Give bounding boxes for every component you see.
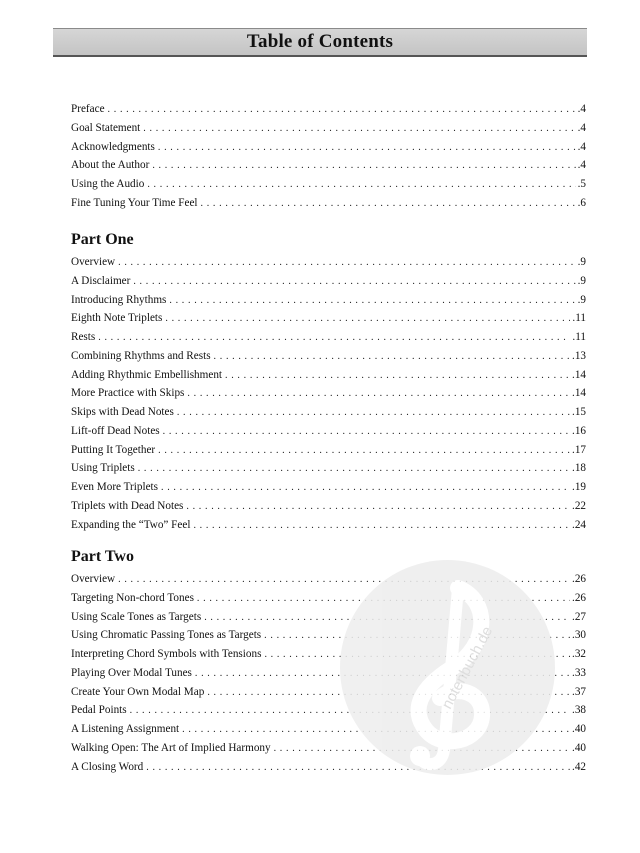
dot-leader [186,498,570,516]
toc-entry[interactable] [71,291,586,310]
dot-leader [201,195,576,213]
toc-entry-title: Triplets with Dead Notes [71,499,184,512]
page-title: Table of Contents [246,31,394,52]
toc-entry-page: .9 [577,293,586,306]
toc-entry-page: .24 [572,518,586,531]
dot-leader [158,442,570,460]
toc-entry[interactable] [71,347,586,366]
toc-entry-title: Eighth Note Triplets [71,312,163,325]
toc-entry-title: A Listening Assignment [71,723,180,735]
toc-entry-page: .11 [572,312,586,325]
toc-entry-title: Targeting Non-chord Tones [71,591,194,604]
toc-entry-title: More Practice with Skips [71,387,185,400]
toc-entry-page: .22 [572,499,586,512]
title-bar [53,28,587,57]
part-two-heading: Part Two [71,548,134,565]
toc-entry-page: .16 [572,424,586,437]
toc-entry-title: Introducing Rhythms [71,293,167,306]
toc-entry-title: Walking Open: The Art of Implied Harmony [71,741,271,754]
toc-entry-page: .13 [572,349,586,362]
toc-entry-page: .11 [572,331,586,343]
toc-entry-title: Overview [71,573,116,585]
toc-entry-title: Lift-off Dead Notes [71,424,160,437]
toc-entry-page: .17 [572,443,586,456]
dot-leader [133,273,575,291]
toc-entry-title: Playing Over Modal Tunes [71,666,192,679]
toc-entry[interactable] [71,459,586,478]
toc-entry-title: A Disclaimer [71,274,131,287]
toc-entry-title: A Closing Word [71,760,144,773]
toc-entry[interactable] [71,175,586,194]
toc-entry[interactable] [71,441,586,460]
dot-leader [108,101,576,119]
toc-entry[interactable] [71,272,586,291]
toc-entry-page: .4 [577,121,586,134]
toc-entry-page: .4 [577,159,586,172]
dot-leader [214,348,570,366]
toc-entry[interactable] [71,478,586,497]
toc-entry-page: .40 [572,723,586,735]
toc-entry[interactable] [71,156,586,175]
toc-entry-title: Interpreting Chord Symbols with Tensions [71,648,262,660]
toc-entry-title: Pedal Points [71,704,127,717]
toc-entry-page: .33 [572,666,586,679]
toc-entry-page: .15 [572,406,586,418]
toc-entry-title: Even More Triplets [71,481,159,493]
toc-entry-title: Skips with Dead Notes [71,406,174,418]
toc-entry-title: Expanding the “Two” Feel [71,518,191,531]
dot-leader [177,404,570,422]
dot-leader [193,517,570,535]
dot-leader [152,157,575,175]
dot-leader [147,176,575,194]
toc-entry[interactable] [71,366,586,385]
toc-entry[interactable] [71,119,586,138]
watermark-text: notenbuch.de [438,623,497,712]
toc-entry[interactable] [71,328,586,347]
toc-entry-page: .6 [577,196,586,209]
dot-leader [138,460,570,478]
toc-entry-page: .30 [572,629,586,642]
toc-entry[interactable] [71,384,586,403]
toc-entry-page: .5 [577,178,586,190]
toc-part-one-section [71,229,586,534]
toc-entry[interactable] [71,309,586,328]
dot-leader [163,423,570,441]
toc-entry-page: .32 [572,648,586,660]
toc-entry-page: .26 [572,573,586,585]
toc-entry[interactable] [71,253,586,272]
toc-entry[interactable] [71,138,586,157]
toc-entry-title: Acknowledgments [71,140,155,153]
toc-entry[interactable] [71,403,586,422]
toc-entry-title: Putting It Together [71,443,156,456]
toc-entry-page: .19 [572,481,586,493]
treble-clef-icon [340,560,555,775]
toc-entry-page: .14 [572,368,586,381]
toc-entry-title: Create Your Own Modal Map [71,685,205,698]
dot-leader [161,479,570,497]
toc-entry-title: Goal Statement [71,121,141,134]
toc-entry-title: Overview [71,256,116,268]
toc-entry-title: Using Scale Tones as Targets [71,610,202,623]
toc-entry-title: Combining Rhythms and Rests [71,349,211,362]
dot-leader [187,385,570,403]
dot-leader [143,120,575,138]
toc-entry-page: .42 [572,760,586,773]
toc-entry-page: .37 [572,685,586,698]
dot-leader [165,310,570,328]
toc-entry-page: .4 [577,103,586,115]
part-one-heading: Part One [71,231,134,248]
toc-entry-page: .38 [572,704,586,717]
toc-entry-title: Adding Rhythmic Embellishment [71,368,223,381]
toc-entry-title: Rests [71,331,96,343]
toc-entry-page: .18 [572,462,586,475]
watermark-logo [340,560,555,775]
toc-entry[interactable] [71,497,586,516]
toc-entry[interactable] [71,422,586,441]
toc-entry-title: Fine Tuning Your Time Feel [71,196,198,209]
toc-entry-page: .14 [572,387,586,400]
toc-entry-page: .9 [577,256,586,268]
toc-entry-title: Using Chromatic Passing Tones as Targets [71,629,262,642]
toc-entry[interactable] [71,100,586,119]
dot-leader [225,367,570,385]
toc-entry-title: Using Triplets [71,462,135,475]
part-one-list [71,253,586,534]
toc-entry-title: About the Author [71,159,150,172]
dot-leader [118,254,575,272]
toc-entry-page: .27 [572,610,586,623]
dot-leader [98,329,570,347]
toc-entry-page: .40 [572,741,586,754]
dot-leader [158,139,576,157]
toc-entry-page: .9 [577,274,586,287]
toc-entry[interactable] [71,516,586,535]
toc-entry-page: .26 [572,591,586,604]
dot-leader [169,292,575,310]
toc-intro-section [71,100,586,213]
toc-entry-title: Preface [71,103,105,115]
toc-entry-page: .4 [577,140,586,153]
toc-entry[interactable] [71,194,586,213]
toc-entry-title: Using the Audio [71,178,145,190]
